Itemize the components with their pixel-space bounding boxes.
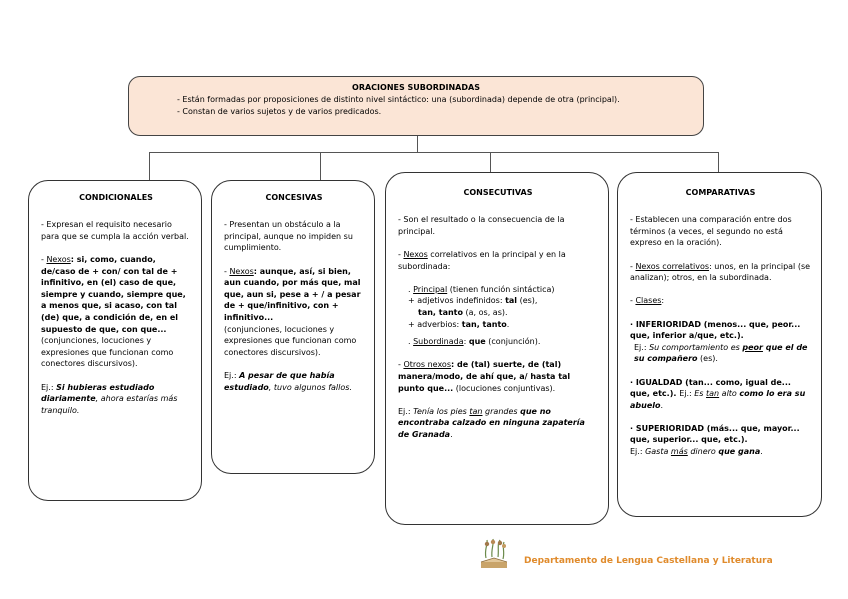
principal: . Principal (tienen función sintáctica) (408, 284, 555, 294)
example: Ej.: Si hubieras estudiado diariamente, ahora estarías más tranquilo. (41, 382, 178, 415)
card-title: CONDICIONALES (79, 193, 153, 202)
adjetivos: + adjetivos indefinidos: tal (es), (408, 296, 538, 306)
nexos: - Nexos: si, como, cuando, de/caso de + con/ con tal de + infinitivo, en (el) caso de que, siempre y cuando, siempre que, a menos que, si acaso, con tal (de) que, a condición de, en el supuesto de que, con que... (41, 254, 186, 334)
header-line-2: - Constan de varios sujetos y de varios predicados. (177, 107, 382, 116)
subordinada: . Subordinada: que (conjunción). (408, 337, 541, 347)
definition: - Establecen una comparación entre dos términos (a veces, el segundo no está expreso en la oración). (630, 215, 792, 248)
connector-drop-4 (718, 152, 719, 172)
definition: - Expresan el requisito necesario para que se cumpla la acción verbal. (41, 220, 189, 241)
connector-drop-2 (320, 152, 321, 180)
nexos: - Nexos correlativos: unos, en la principal (se analizan); otros, en la subordinada. (630, 261, 811, 283)
definition: - Presentan un obstáculo a la principal, aunque no impiden su cumplimiento. (224, 220, 353, 253)
inferioridad: · INFERIORIDAD (menos... que, peor... que, inferior a/que, etc.). (630, 319, 801, 341)
clases: - Clases: (630, 296, 665, 306)
tan-tanto: tan, tanto (a, os, as). (418, 307, 508, 317)
connector-drop-1 (149, 152, 150, 180)
card-title: CONCESIVAS (265, 193, 323, 202)
header-box (128, 76, 704, 136)
example: Ej.: Tenía los pies tan grandes que no encontraba calzado en ninguna zapatería de Granada. (398, 406, 585, 439)
definition: - Son el resultado o la consecuencia de la principal. (398, 215, 565, 236)
connector-bar (149, 152, 719, 153)
department-logo-icon (478, 538, 510, 572)
card-concesivas (211, 180, 375, 474)
nexos: - Nexos: aunque, así, si bien, aun cuando, por más que, mal que, aun si, pese a + / a pesar de + que/infinitivo, con + infinitivo... (224, 266, 361, 322)
header-line-1: - Están formadas por proposiciones de distinto nivel sintáctico: una (subordinada) depende de otra (principal). (177, 95, 620, 104)
card-comparativas (617, 172, 822, 517)
footer-department: Departamento de Lengua Castellana y Literatura (524, 556, 773, 566)
connector-trunk (417, 136, 418, 153)
nexos: - Nexos correlativos en la principal y en la subordinada: (398, 249, 566, 271)
example: Ej.: A pesar de que había estudiado, tuvo algunos fallos. (224, 370, 352, 392)
card-title: CONSECUTIVAS (463, 188, 533, 197)
card-condicionales (28, 180, 202, 501)
superioridad: · SUPERIORIDAD (más... que, mayor... que, superior... que, etc.). (630, 423, 800, 445)
card-consecutivas (385, 172, 609, 525)
superioridad-example: Ej.: Gasta más dinero que gana. (630, 447, 763, 457)
adverbios: + adverbios: tan, tanto. (408, 319, 510, 329)
connector-drop-3 (490, 152, 491, 172)
igualdad: · IGUALDAD (tan... como, igual de... que, etc.). Ej.: Es tan alto como lo era su abuelo. (630, 377, 806, 410)
main-title: ORACIONES SUBORDINADAS (352, 83, 480, 92)
nexos-note: (conjunciones, locuciones y expresiones que funcionan como conectores discursivos). (41, 336, 174, 369)
card-title: COMPARATIVAS (685, 188, 756, 197)
inferioridad-example: Ej.: Su comportamiento es peor que el de su compañero (es). (634, 342, 808, 364)
nexos-note: (conjunciones, locuciones y expresiones que funcionan como conectores discursivos). (224, 324, 357, 357)
otros-nexos: - Otros nexos: de (tal) suerte, de (tal) manera/modo, de ahí que, a/ hasta tal punto que... (locuciones conjuntivas). (398, 360, 571, 393)
